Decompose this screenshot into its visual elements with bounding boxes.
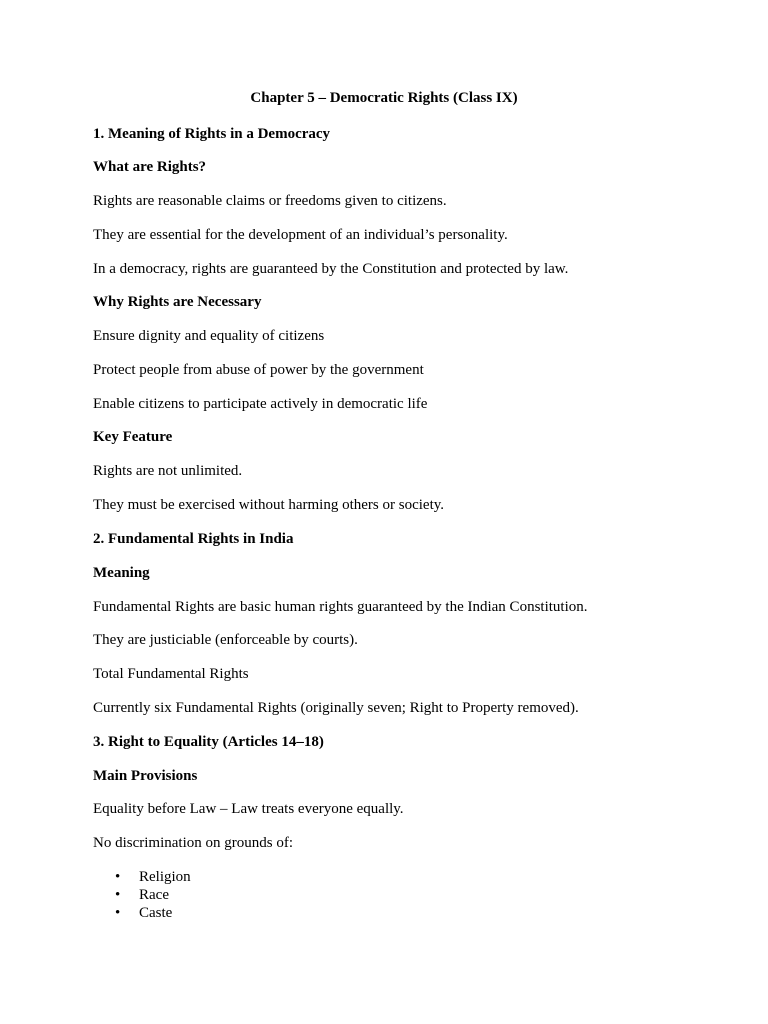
- subheading-why-rights-necessary: Why Rights are Necessary: [93, 294, 262, 310]
- list-item-text: Caste: [139, 905, 173, 921]
- paragraph: Ensure dignity and equality of citizens: [93, 328, 325, 344]
- paragraph: They must be exercised without harming others or society.: [93, 497, 445, 513]
- section-2-heading: 2. Fundamental Rights in India: [93, 531, 294, 547]
- paragraph: Fundamental Rights are basic human rights guaranteed by the Indian Constitution.: [93, 599, 588, 615]
- paragraph: Total Fundamental Rights: [93, 666, 249, 682]
- list-item-text: Religion: [139, 869, 191, 885]
- paragraph: In a democracy, rights are guaranteed by the Constitution and protected by law.: [93, 261, 569, 277]
- paragraph: Equality before Law – Law treats everyone equally.: [93, 801, 404, 817]
- paragraph: They are essential for the development of an individual’s personality.: [93, 227, 508, 243]
- paragraph: Rights are not unlimited.: [93, 463, 243, 479]
- bullet-icon: •: [115, 869, 121, 885]
- paragraph: They are justiciable (enforceable by courts).: [93, 632, 358, 648]
- list-item-text: Race: [139, 887, 169, 903]
- paragraph: No discrimination on grounds of:: [93, 835, 293, 851]
- section-3-heading: 3. Right to Equality (Articles 14–18): [93, 734, 324, 750]
- paragraph: Enable citizens to participate actively in democratic life: [93, 396, 428, 412]
- bullet-icon: •: [115, 887, 121, 903]
- paragraph: Rights are reasonable claims or freedoms given to citizens.: [93, 193, 447, 209]
- subheading-key-feature: Key Feature: [93, 429, 173, 445]
- section-1-heading: 1. Meaning of Rights in a Democracy: [93, 126, 331, 142]
- subheading-main-provisions: Main Provisions: [93, 768, 198, 784]
- paragraph: Protect people from abuse of power by the government: [93, 362, 424, 378]
- paragraph: Currently six Fundamental Rights (originally seven; Right to Property removed).: [93, 700, 579, 716]
- bullet-icon: •: [115, 905, 121, 921]
- subheading-what-are-rights: What are Rights?: [93, 159, 207, 175]
- document-title: Chapter 5 – Democratic Rights (Class IX): [250, 90, 518, 106]
- subheading-meaning: Meaning: [93, 565, 150, 581]
